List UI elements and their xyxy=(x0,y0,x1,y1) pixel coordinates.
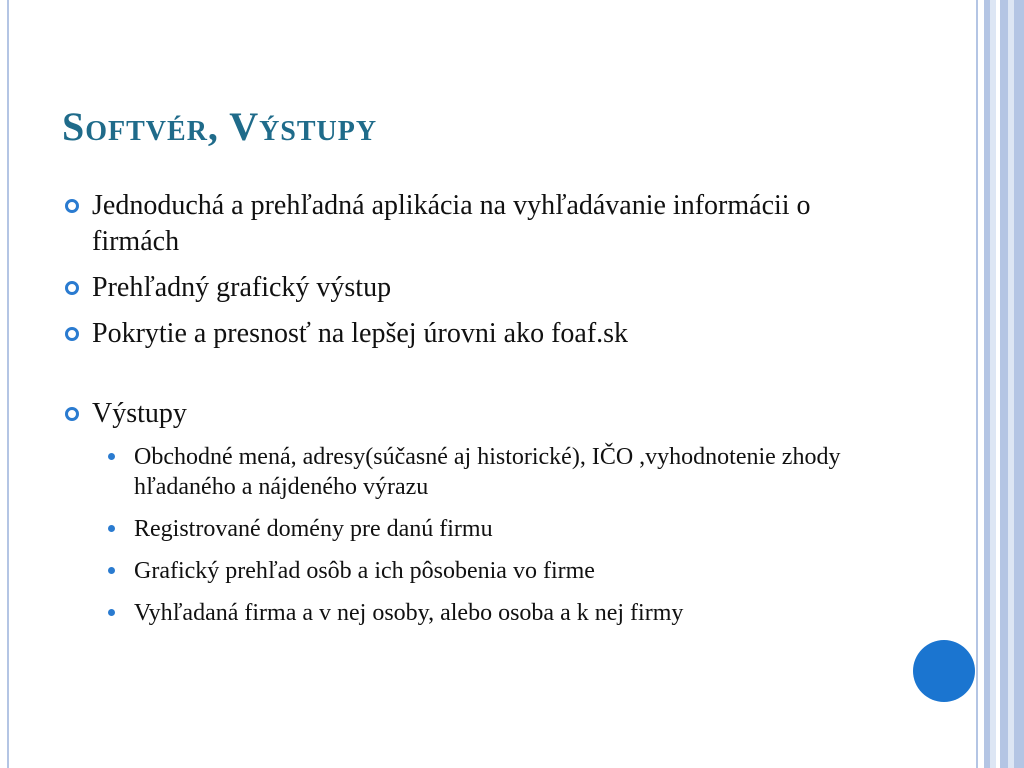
ring-bullet-icon xyxy=(65,199,79,213)
slide-title: Softvér, Výstupy xyxy=(62,104,378,149)
dot-bullet-icon xyxy=(108,525,115,532)
sub-bullet-item xyxy=(62,442,892,502)
spacer xyxy=(62,362,892,396)
dot-bullet-icon xyxy=(108,609,115,616)
dot-bullet-icon xyxy=(108,453,115,460)
left-frame-line xyxy=(7,0,9,768)
bullet-text: Prehľadný grafický výstup xyxy=(92,272,392,303)
ring-bullet-icon xyxy=(65,407,79,421)
sub-bullet-item xyxy=(62,598,892,628)
dot-bullet-icon xyxy=(108,567,115,574)
bullet-text: Jednoduchá a prehľadná aplikácia na vyhľadávanie informácii o firmách xyxy=(92,190,811,257)
right-decor-stripe xyxy=(1000,0,1008,768)
right-decor-stripe xyxy=(976,0,978,768)
sub-bullet-text: Vyhľadaná firma a v nej osoby, alebo osoba a k nej firmy xyxy=(134,600,684,626)
sub-bullet-item xyxy=(62,514,892,544)
decorative-circle xyxy=(913,640,975,702)
section-heading-item xyxy=(62,396,892,432)
slide-content xyxy=(62,188,892,640)
sub-bullet-text: Obchodné mená, adresy(súčasné aj historické), IČO ,vyhodnotenie zhody hľadaného a nájdeného výrazu xyxy=(134,444,841,500)
right-decor-stripe xyxy=(1014,0,1024,768)
ring-bullet-icon xyxy=(65,327,79,341)
ring-bullet-icon xyxy=(65,281,79,295)
bullet-item xyxy=(62,316,892,352)
sub-bullet-text: Registrované domény pre danú firmu xyxy=(134,516,493,542)
bullet-item xyxy=(62,188,892,260)
bullet-item xyxy=(62,270,892,306)
section-heading-text: Výstupy xyxy=(92,398,187,429)
sub-bullet-text: Grafický prehľad osôb a ich pôsobenia vo firme xyxy=(134,558,595,584)
sub-bullet-item xyxy=(62,556,892,586)
bullet-text: Pokrytie a presnosť na lepšej úrovni ako foaf.sk xyxy=(92,318,629,349)
